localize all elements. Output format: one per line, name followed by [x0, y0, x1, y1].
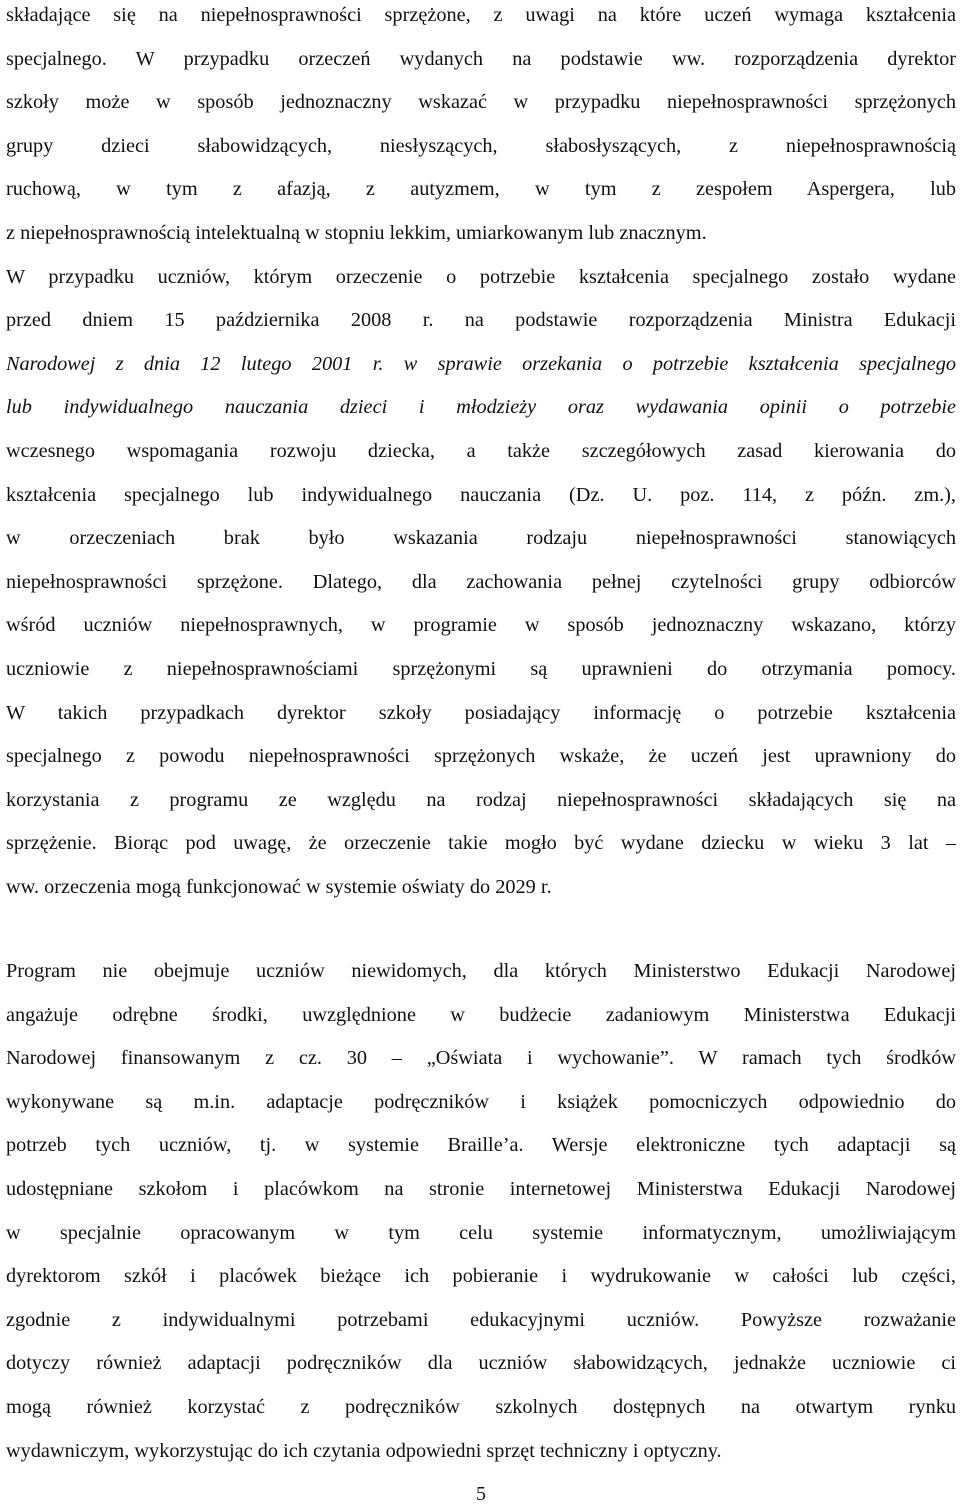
text-line: wśród uczniów niepełnosprawnych, w programie w sposób jednoznaczny wskazano, którzy	[6, 614, 956, 637]
text-line: uczniowie z niepełnosprawnościami sprzężonymi są uprawnieni do otrzymania pomocy.	[6, 657, 956, 680]
text-line: ww. orzeczenia mogą funkcjonować w systemie oświaty do 2029 r.	[6, 875, 552, 898]
text-line: specjalnego. W przypadku orzeczeń wydanych na podstawie ww. rozporządzenia dyrektor	[6, 47, 956, 70]
text-line: szkoły może w sposób jednoznaczny wskazać w przypadku niepełnosprawności sprzężonych	[6, 91, 956, 114]
text-line: zgodnie z indywidualnymi potrzebami edukacyjnymi uczniów. Powyższe rozważanie	[6, 1308, 956, 1331]
text-line: angażuje odrębne środki, uwzględnione w budżecie zadaniowym Ministerstwa Edukacji	[6, 1003, 956, 1026]
text-line: składające się na niepełnosprawności sprzężone, z uwagi na które uczeń wymaga kształcenia	[6, 4, 956, 26]
text-line: w specjalnie opracowanym w tym celu systemie informatycznym, umożliwiającym	[6, 1221, 956, 1244]
text-line: lub indywidualnego nauczania dzieci i młodzieży oraz wydawania opinii o potrzebie	[6, 396, 956, 419]
text-line: grupy dzieci słabowidzących, niesłyszących, słabosłyszących, z niepełnosprawnością	[6, 134, 956, 157]
text-line: niepełnosprawności sprzężone. Dlatego, dla zachowania pełnej czytelności grupy odbiorców	[6, 570, 956, 593]
document-page	[6, 0, 956, 1509]
text-line: przed dniem 15 października 2008 r. na podstawie rozporządzenia Ministra Edukacji	[6, 309, 956, 332]
text-line: potrzeb tych uczniów, tj. w systemie Braille’a. Wersje elektroniczne tych adaptacji są	[6, 1134, 956, 1157]
text-line: Narodowej z dnia 12 lutego 2001 r. w sprawie orzekania o potrzebie kształcenia specjalnego	[6, 352, 956, 375]
text-line: z niepełnosprawnością intelektualną w stopniu lekkim, umiarkowanym lub znacznym.	[6, 221, 707, 244]
text-line: wczesnego wspomagania rozwoju dziecka, a także szczegółowych zasad kierowania do	[6, 439, 956, 462]
text-line: specjalnego z powodu niepełnosprawności sprzężonych wskaże, że uczeń jest uprawniony do	[6, 745, 956, 768]
text-line: Narodowej finansowanym z cz. 30 – „Oświata i wychowanie”. W ramach tych środków	[6, 1047, 956, 1070]
text-line: dotyczy również adaptacji podręczników dla uczniów słabowidzących, jednakże uczniowie ci	[6, 1352, 956, 1375]
text-line: dyrektorom szkół i placówek bieżące ich pobieranie i wydrukowanie w całości lub części,	[6, 1265, 956, 1288]
text-line: sprzężenie. Biorąc pod uwagę, że orzeczenie takie mogło być wydane dziecku w wieku 3 lat –	[6, 832, 956, 855]
text-line: kształcenia specjalnego lub indywidualnego nauczania (Dz. U. poz. 114, z późn. zm.),	[6, 483, 956, 506]
text-line: ruchową, w tym z afazją, z autyzmem, w tym z zespołem Aspergera, lub	[6, 178, 956, 201]
text-line: wydawniczym, wykorzystując do ich czytania odpowiedni sprzęt techniczny i optyczny.	[6, 1439, 722, 1462]
paragraph-special-education-orders	[6, 0, 956, 909]
text-line: W przypadku uczniów, którym orzeczenie o potrzebie kształcenia specjalnego zostało wydane	[6, 265, 956, 288]
text-line: udostępniane szkołom i placówkom na stronie internetowej Ministerstwa Edukacji Narodowej	[6, 1177, 956, 1200]
text-line: W takich przypadkach dyrektor szkoły posiadający informację o potrzebie kształcenia	[6, 701, 956, 724]
page-number: 5	[476, 1483, 486, 1505]
paragraph-blind-students-program	[6, 950, 956, 1473]
text-line: korzystania z programu ze względu na rodzaj niepełnosprawności składających się na	[6, 788, 956, 811]
text-line: w orzeczeniach brak było wskazania rodzaju niepełnosprawności stanowiących	[6, 527, 956, 550]
text-line: wykonywane są m.in. adaptacje podręczników i książek pomocniczych odpowiednio do	[6, 1090, 956, 1113]
text-line: Program nie obejmuje uczniów niewidomych, dla których Ministerstwo Edukacji Narodowej	[6, 960, 956, 982]
text-line: mogą również korzystać z podręczników szkolnych dostępnych na otwartym rynku	[6, 1395, 956, 1418]
